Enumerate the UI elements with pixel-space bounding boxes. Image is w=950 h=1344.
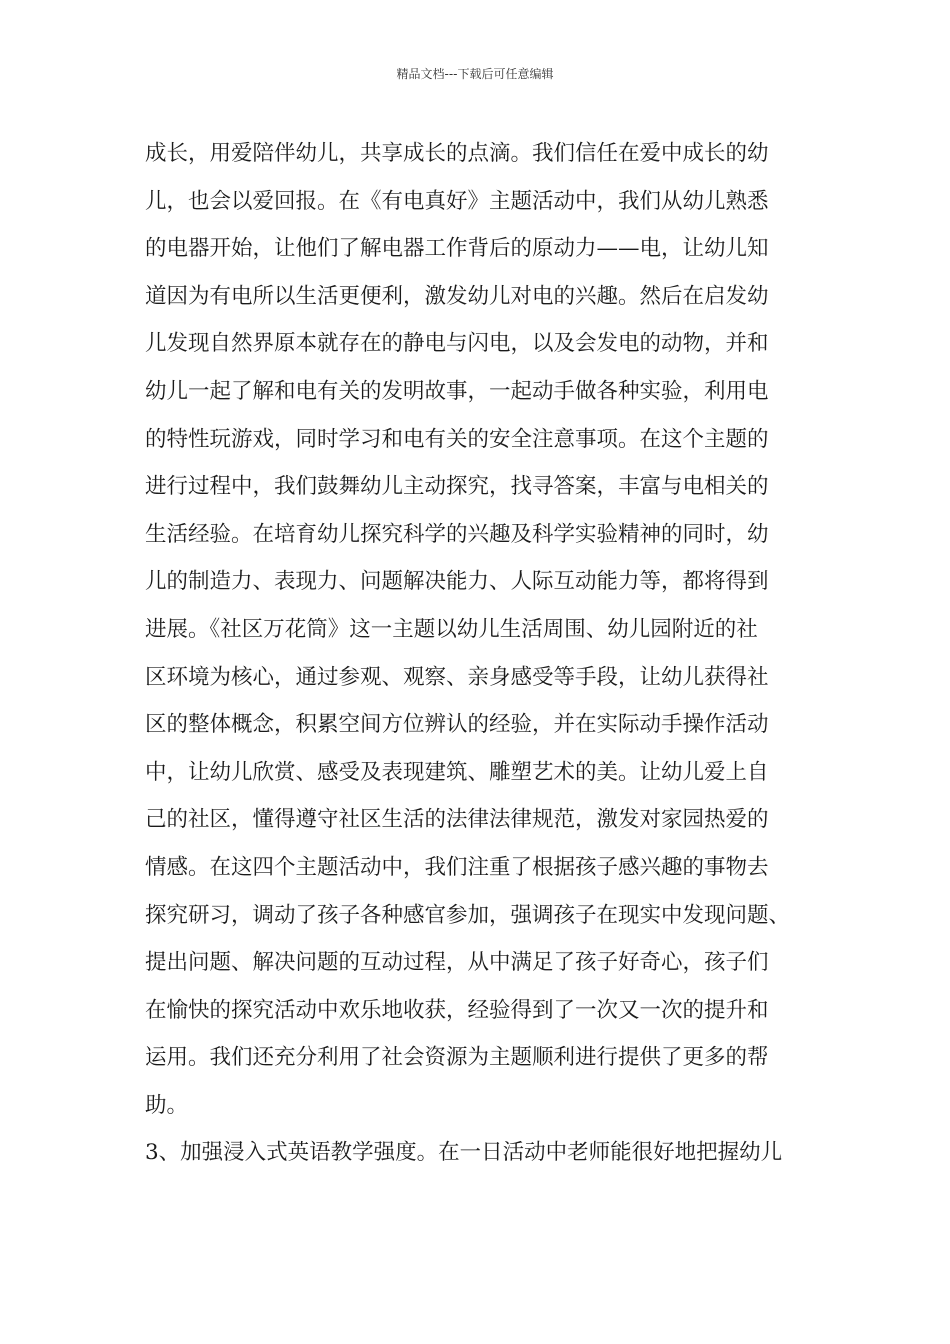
text-line: 生活经验。在培育幼儿探究科学的兴趣及科学实验精神的同时，幼 bbox=[145, 521, 769, 547]
text-line: 儿发现自然界原本就存在的静电与闪电，以及会发电的动物，并和 bbox=[145, 331, 769, 357]
text-line: 的特性玩游戏，同时学习和电有关的安全注意事项。在这个主题的 bbox=[145, 426, 769, 452]
text-line: 成长，用爱陪伴幼儿，共享成长的点滴。我们信任在爱中成长的幼 bbox=[145, 141, 769, 166]
text-line: 提出问题、解决问题的互动过程，从中满足了孩子好奇心，孩子们 bbox=[145, 950, 769, 976]
document-body bbox=[145, 130, 815, 1177]
text-line: 运用。我们还充分利用了社会资源为主题顺利进行提供了更多的帮 bbox=[145, 1045, 769, 1071]
text-line: 区的整体概念，积累空间方位辨认的经验，并在实际动手操作活动 bbox=[145, 712, 769, 738]
text-line: 中，让幼儿欣赏、感受及表现建筑、雕塑艺术的美。让幼儿爱上自 bbox=[145, 759, 769, 785]
text-line: 3、加强浸入式英语教学强度。在一日活动中老师能很好地把握幼儿 bbox=[145, 1140, 783, 1166]
text-line: 探究研习，调动了孩子各种感官参加，强调孩子在现实中发现问题、 bbox=[145, 902, 791, 928]
text-line: 进行过程中，我们鼓舞幼儿主动探究，找寻答案，丰富与电相关的 bbox=[145, 474, 769, 500]
text-line: 的电器开始，让他们了解电器工作背后的原动力——电，让幼儿知 bbox=[145, 236, 769, 262]
page-header: 精品文档---下载后可任意编辑 bbox=[396, 67, 554, 81]
text-line: 己的社区，懂得遵守社区生活的法律法律规范，激发对家园热爱的 bbox=[145, 807, 769, 833]
text-line: 幼儿一起了解和电有关的发明故事，一起动手做各种实验，利用电 bbox=[145, 378, 769, 404]
text-line: 儿，也会以爱回报。在《有电真好》主题活动中，我们从幼儿熟悉 bbox=[145, 188, 769, 214]
text-line: 区环境为核心，通过参观、观察、亲身感受等手段，让幼儿获得社 bbox=[145, 664, 769, 690]
text-line: 助。 bbox=[145, 1092, 189, 1118]
text-line: 儿的制造力、表现力、问题解决能力、人际互动能力等，都将得到 bbox=[145, 569, 769, 595]
text-line: 情感。在这四个主题活动中，我们注重了根据孩子感兴趣的事物去 bbox=[145, 854, 769, 880]
text-line: 在愉快的探究活动中欢乐地收获，经验得到了一次又一次的提升和 bbox=[145, 997, 769, 1023]
text-line: 道因为有电所以生活更便利，激发幼儿对电的兴趣。然后在启发幼 bbox=[145, 283, 769, 309]
text-line: 进展。《社区万花筒》这一主题以幼儿生活周围、幼儿园附近的社 bbox=[145, 616, 758, 642]
